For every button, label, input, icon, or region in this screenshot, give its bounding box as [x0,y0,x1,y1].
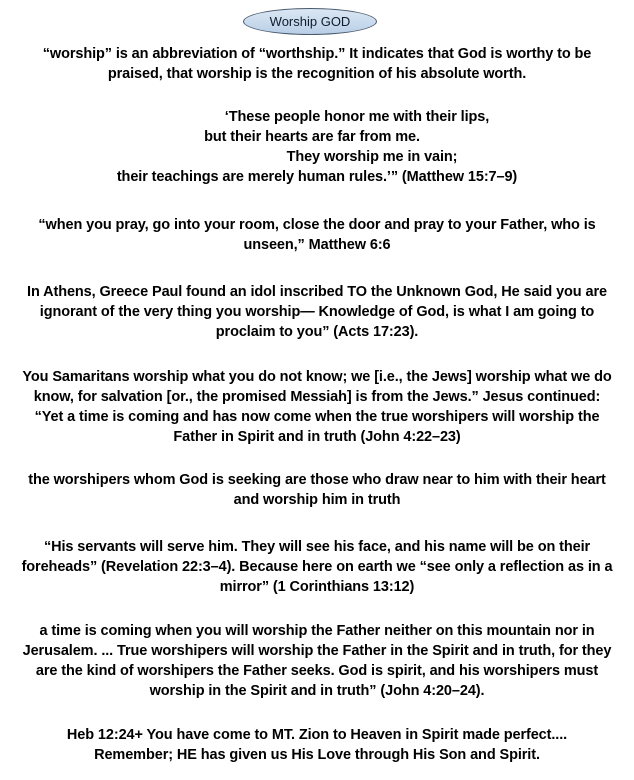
paragraph-matthew-6 [8,215,626,255]
text-line: You Samaritans worship what you do not know; we [i.e., the Jews] worship what we do [22,369,612,385]
paragraph-revelation-22 [8,537,626,597]
text-line: but their hearts are far from me. [204,129,420,145]
text-line: a time is coming when you will worship the Father neither on this mountain nor in [39,623,595,639]
title-badge: Worship GOD [243,8,377,35]
text-line: the worshipers whom God is seeking are those who draw near to him with their heart [28,472,606,488]
text-line: They worship me in vain; [286,149,458,165]
paragraph-acts-17 [8,282,626,342]
text-line: and worship him in truth [233,492,401,508]
text-line: Heb 12:24+ You have come to MT. Zion to Heaven in Spirit made perfect.... [66,727,568,743]
paragraph-hebrews-12 [8,725,626,765]
text-line: Jerusalem. ... True worshipers will worship the Father in the Spirit and in truth, for they [22,643,612,659]
text-line: In Athens, Greece Paul found an idol inscribed TO the Unknown God, He said you are [27,284,607,300]
text-line: Remember; HE has given us His Love through His Son and Spirit. [94,747,540,763]
paragraph-worshipers-seeking [8,470,626,510]
text-line: proclaim to you” (Acts 17:23). [215,324,419,340]
text-line: “when you pray, go into your room, close the door and pray to your Father, who is [38,217,596,233]
paragraph-matthew-15 [8,107,626,187]
text-line: “Yet a time is coming and has now come when the true worshipers will worship the [34,409,600,425]
text-line: “worship” is an abbreviation of “worthship.” It indicates that God is worthy to be [42,46,592,62]
paragraph-worthship [8,44,626,84]
text-line: ignorant of the very thing you worship— Knowledge of God, is what I am going to [39,304,595,320]
text-line: mirror” (1 Corinthians 13:12) [219,579,415,595]
text-line: worship in the Spirit and in truth” (John 4:20–24). [149,683,485,699]
text-line: unseen,” Matthew 6:6 [243,237,391,253]
text-line: are the kind of worshipers the Father seeks. God is spirit, and his worshipers must [35,663,599,679]
paragraph-john-4-22 [8,367,626,447]
text-line: Father in Spirit and in truth (John 4:22–23) [173,429,461,445]
text-line: “His servants will serve him. They will see his face, and his name will be on their [43,539,591,555]
text-line: know, for salvation [or., the promised Messiah] is from the Jews.” Jesus continued: [33,389,601,405]
text-line: their teachings are merely human rules.’” (Matthew 15:7–9) [116,169,518,185]
text-line: praised, that worship is the recognition of his absolute worth. [107,66,527,82]
text-line: foreheads” (Revelation 22:3–4). Because here on earth we “see only a reflection as in a [21,559,613,575]
text-line: ‘These people honor me with their lips, [224,109,490,125]
paragraph-john-4-20 [8,621,626,701]
